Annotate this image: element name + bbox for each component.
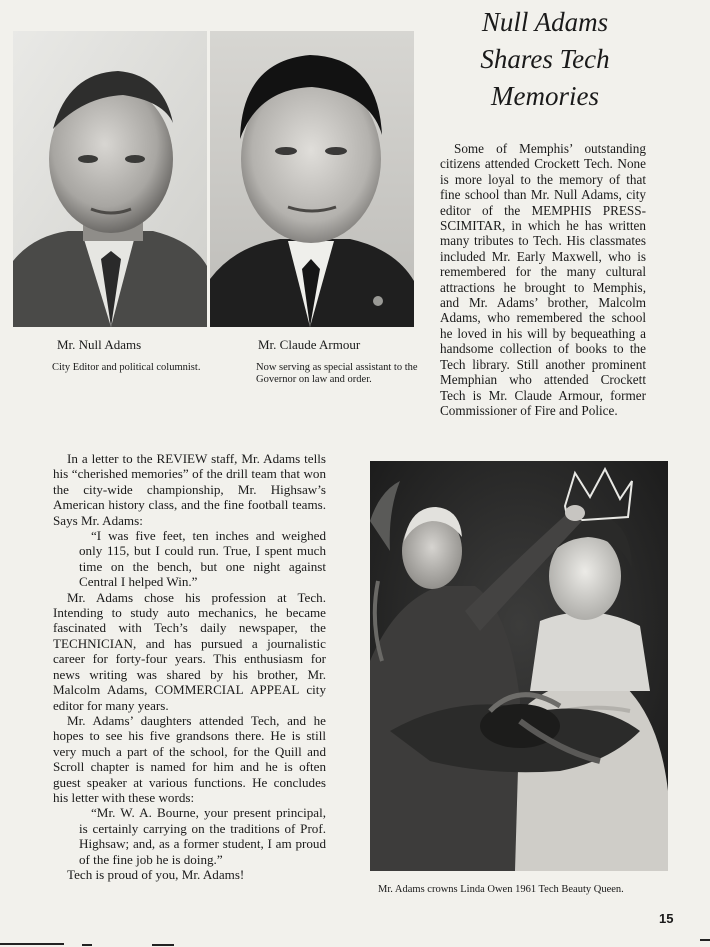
body-quote: “Mr. W. A. Bourne, your present principal, is certainly carrying on the traditions of Prof. Highsaw; and, as a former student, I am proud of the fine job he is doing.” [79,805,326,867]
claude-armour-portrait [210,31,414,327]
armour-portrait-description: Now serving as special assistant to the Governor on law and order. [256,362,418,385]
intro-paragraph: Some of Memphis’ outstanding citizens attended Crockett Tech. None is more loyal to the memory of that fine school than Mr. Null Adams, city editor of the MEMPHIS PRESS-SCIMITAR, in which he has written many tributes to Tech. His classmates included Mr. Early Maxwell, who is remembered for the many cultural attractions he brought to Memphis, and Mr. Adams’ brother, Malcolm Adams, who remembered the school he loved in his will by bequeathing a handsome collection of books to the Tech library. Still another prominent Memphian who attended Crockett Tech is Mr. Claude Armour, former Commissioner of Fire and Police. [440,141,646,418]
adams-portrait-description: City Editor and political columnist. [52,362,201,373]
body-paragraph: Mr. Adams chose his profession at Tech. Intending to study auto mechanics, he became fascinated with Tech’s daily newspaper, the TECHNICIAN, and has pursued a journalistic career for forty-four years. This enthusiasm for news writing was shared by his brother, Mr. Malcolm Adams, COMMERCIAL APPEAL city editor for many years. [53,589,326,713]
body-paragraph: In a letter to the REVIEW staff, Mr. Adams tells his “cherished memories” of the drill team that won the city-wide championship, Mr. Highsaw’s American history class, and the fine football teams. Says Mr. Adams: [53,451,326,528]
crowning-photo-caption: Mr. Adams crowns Linda Owen 1961 Tech Beauty Queen. [378,884,624,895]
body-quote: “I was five feet, ten inches and weighed only 115, but I could run. True, I spent much time on the bench, but one night against Central I helped Win.” [79,528,326,590]
body-closing-line: Tech is proud of you, Mr. Adams! [67,866,245,882]
scan-edge-mark [0,943,64,945]
scan-edge-mark [82,944,92,946]
body-paragraph: Mr. Adams’ daughters attended Tech, and he hopes to see his five grandsons there. He is still very much a part of the school, for the Quill and Scroll chapter is named for him and he is often guest speaker at various functions. He concludes his letter with these words: [53,712,326,805]
page-number: 15 [659,911,674,926]
armour-portrait-name: Mr. Claude Armour [258,337,361,352]
null-adams-portrait [13,31,207,327]
adams-portrait-name: Mr. Null Adams [57,337,142,352]
article-body [53,451,326,882]
scan-edge-mark [700,939,710,941]
title-line-2: Shares Tech [480,44,610,74]
title-line-1: Null Adams [481,7,609,37]
article-title [440,4,650,115]
scan-edge-mark [152,944,174,946]
title-line-3: Memories [491,81,599,111]
crowning-photo [370,461,668,871]
